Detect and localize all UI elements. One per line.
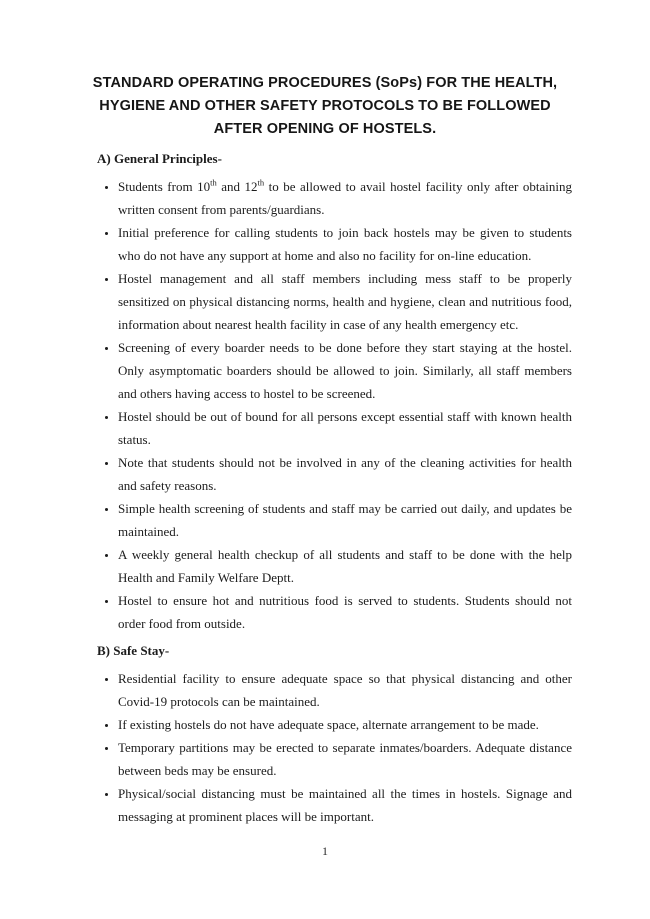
page-number: 1 bbox=[322, 844, 328, 858]
bullet-item bbox=[118, 175, 572, 221]
title-line-3: AFTER OPENING OF HOSTELS. bbox=[213, 121, 437, 137]
document-body bbox=[97, 147, 572, 828]
bullet-list bbox=[97, 667, 572, 828]
section-heading-b: B) Safe Stay- bbox=[97, 643, 170, 658]
bullet-item: • Temporary partitions may be erected to separate inmates/boarders. Adequate distance between beds may be ensured. bbox=[118, 736, 572, 782]
title-line-2: HYGIENE AND OTHER SAFETY PROTOCOLS TO BE FOLLOWED bbox=[99, 98, 551, 114]
bullet-item: • Hostel to ensure hot and nutritious food is served to students. Students should not order food from outside. bbox=[118, 589, 572, 635]
bullet-item: • Screening of every boarder needs to be done before they start staying at the hostel. Only asymptomatic boarders should be allowed to join. Similarly, all staff members and others having access to hostel to be screened. bbox=[118, 336, 572, 405]
bullet-item: • Hostel management and all staff members including mess staff to be properly sensitized on physical distancing norms, health and hygiene, clean and nutritious food, information about nearest health facility in case of any health emergency etc. bbox=[118, 267, 572, 336]
document-title bbox=[40, 72, 610, 141]
bullet-list bbox=[97, 175, 572, 635]
bullet-item: • Residential facility to ensure adequate space so that physical distancing and other Covid-19 protocols can be maintained. bbox=[118, 667, 572, 713]
bullet-item: • If existing hostels do not have adequate space, alternate arrangement to be made. bbox=[118, 713, 572, 736]
section-heading-a: A) General Principles- bbox=[97, 151, 222, 166]
superscript-text: th bbox=[257, 177, 265, 188]
bullet-text-segment: and 12 bbox=[216, 179, 258, 194]
bullet-item: • A weekly general health checkup of all students and staff to be done with the help Health and Family Welfare Deptt. bbox=[118, 543, 572, 589]
bullet-item: • Note that students should not be involved in any of the cleaning activities for health and safety reasons. bbox=[118, 451, 572, 497]
bullet-item: • Initial preference for calling students to join back hostels may be given to students who do not have any support at home and also no facility for on-line education. bbox=[118, 221, 572, 267]
title-line-1: STANDARD OPERATING PROCEDURES (SoPs) FOR THE HEALTH, bbox=[92, 75, 558, 91]
bullet-text-segment: to be allowed to avail hostel facility only after obtaining written consent from parents/guardians. bbox=[118, 179, 572, 217]
bullet-item: • Physical/social distancing must be maintained all the times in hostels. Signage and messaging at prominent places will be important. bbox=[118, 782, 572, 828]
superscript-text: th bbox=[210, 177, 217, 188]
bullet-text-segment: Students from 10 bbox=[118, 179, 211, 194]
bullet-item: • Simple health screening of students and staff may be carried out daily, and updates be maintained. bbox=[118, 497, 572, 543]
bullet-item: • Hostel should be out of bound for all persons except essential staff with known health status. bbox=[118, 405, 572, 451]
